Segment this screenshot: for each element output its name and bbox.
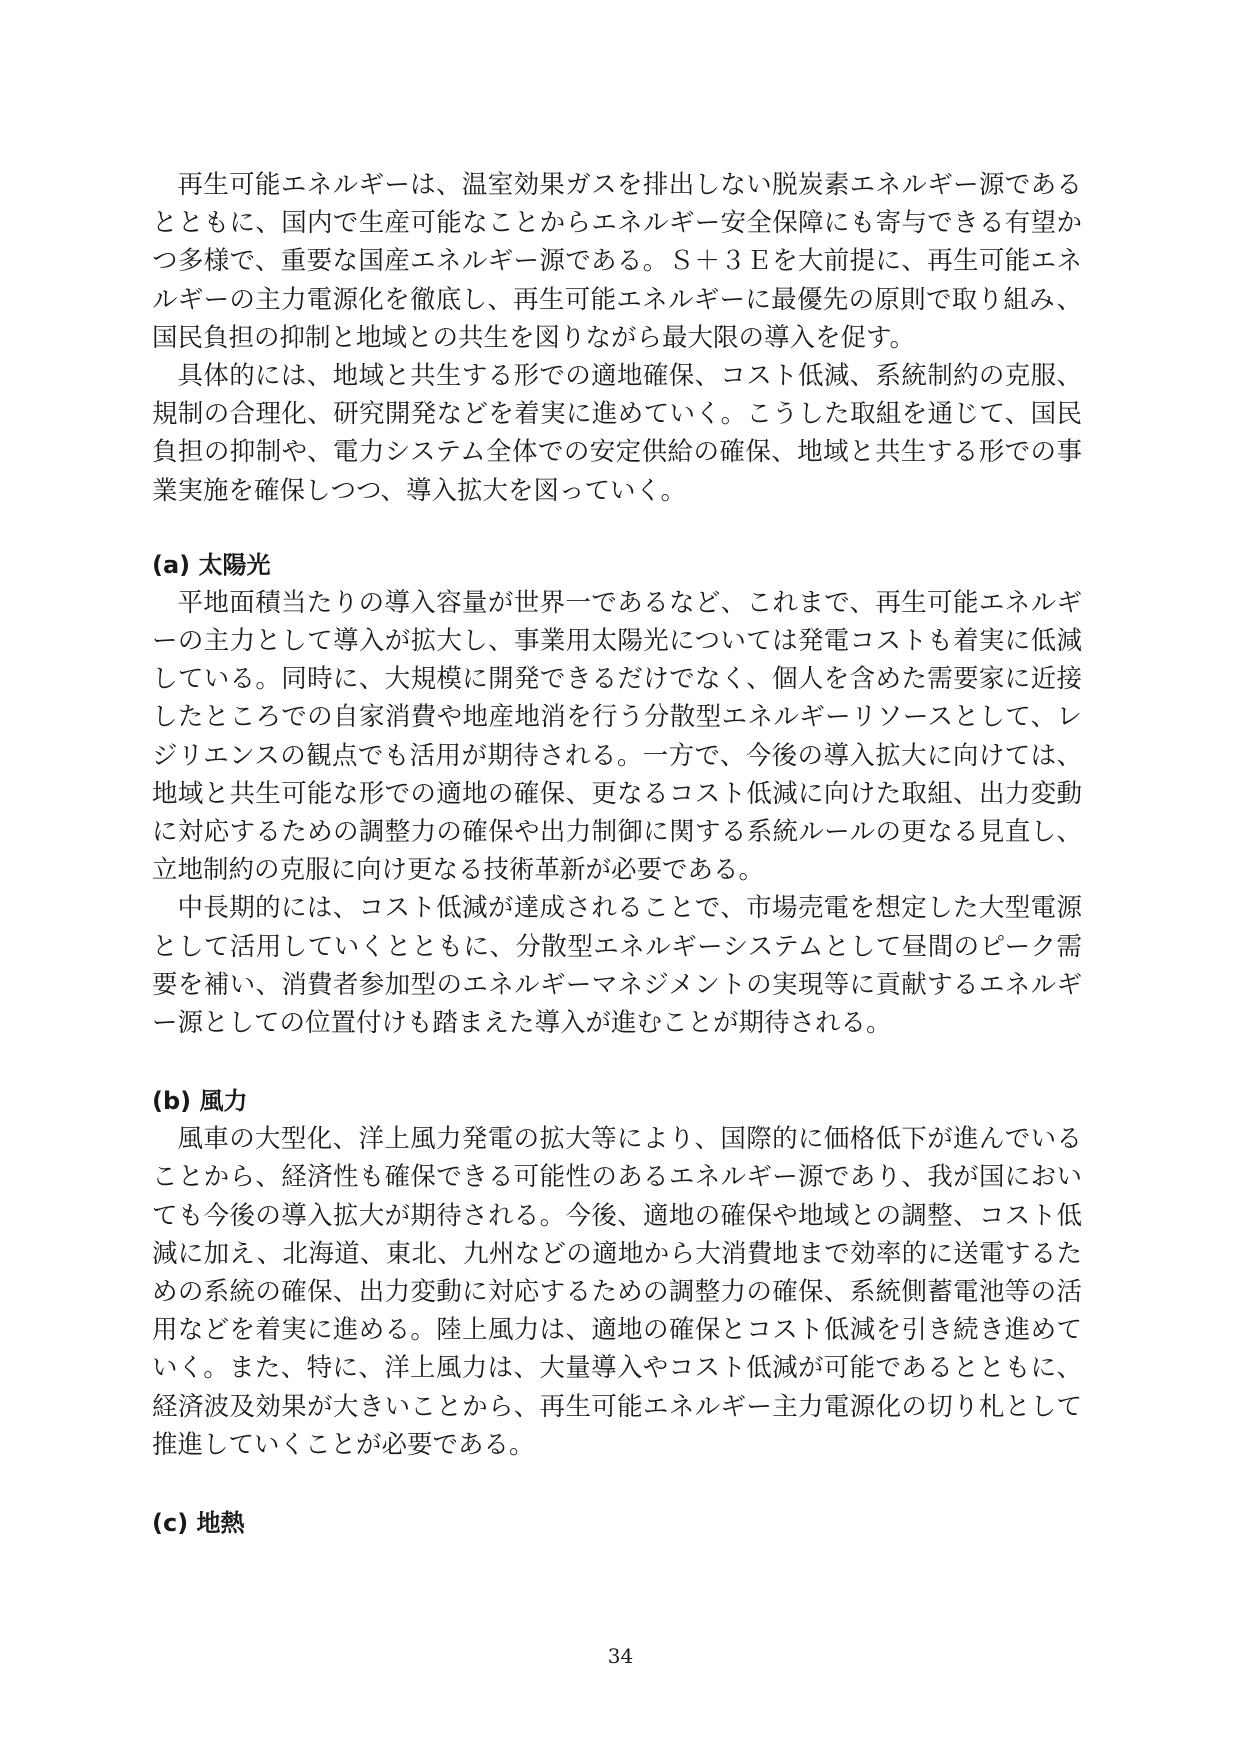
wind-paragraph-1: 風車の大型化、洋上風力発電の拡大等により、国際的に価格低下が進んでいることから、経済性も確保できる可能性のあるエネルギー源であり、我が国においても今後の導入拡大が期待される。今後、適地の確保や地域との調整、コスト低減に加え、北海道、東北、九州などの適地から大消費地まで効率的に送電するための系統の確保、出力変動に対応するための調整力の確保、系統側蓄電池等の活用などを着実に進める。陸上風力は、適地の確保とコスト低減を引き続き進めていく。また、特に、洋上風力は、大量導入やコスト低減が可能であるとともに、経済波及効果が大きいことから、再生可能エネルギー主力電源化の切り札として推進していくことが必要である。 [152, 1124, 1082, 1460]
solar-paragraph-1: 平地面積当たりの導入容量が世界一であるなど、これまで、再生可能エネルギーの主力として導入が拡大し、事業用太陽光については発電コストも着実に低減している。同時に、大規模に開発できるだけでなく、個人を含めた需要家に近接したところでの自家消費や地産地消を行う分散型エネルギーリソースとして、レジリエンスの観点でも活用が期待される。一方で、今後の導入拡大に向けては、地域と共生可能な形での適地の確保、更なるコスト低減に向けた取組、出力変動に対応するための調整力の確保や出力制御に関する系統ルールの更なる見直し、立地制約の克服に向け更なる技術革新が必要である。 [152, 587, 1082, 886]
intro-paragraph-1: 再生可能エネルギーは、温室効果ガスを排出しない脱炭素エネルギー源であるとともに、国内で生産可能なことからエネルギー安全保障にも寄与できる有望かつ多様で、重要な国産エネルギー源である。Ｓ＋３Ｅを大前提に、再生可能エネルギーの主力電源化を徹底し、再生可能エネルギーに最優先の原則で取り組み、国民負担の抑制と地域との共生を図りながら最大限の導入を促す。 [152, 170, 1082, 353]
page-number: 34 [607, 1644, 634, 1668]
document-body [152, 166, 1082, 1542]
intro-paragraph-2: 具体的には、地域と共生する形での適地確保、コスト低減、系統制約の克服、規制の合理化、研究開発などを着実に進めていく。こうした取組を通じて、国民負担の抑制や、電力システム全体での安定供給の確保、地域と共生する形での事業実施を確保しつつ、導入拡大を図っていく。 [152, 361, 1082, 506]
section-heading-geothermal: (c) 地熱 [152, 1509, 245, 1538]
section-heading-wind: (b) 風力 [152, 1087, 248, 1116]
section-heading-solar: (a) 太陽光 [152, 550, 271, 579]
solar-paragraph-2: 中長期的には、コスト低減が達成されることで、市場売電を想定した大型電源として活用していくとともに、分散型エネルギーシステムとして昼間のピーク需要を補い、消費者参加型のエネルギーマネジメントの実現等に貢献するエネルギー源としての位置付けも踏まえた導入が進むことが期待される。 [152, 893, 1082, 1039]
